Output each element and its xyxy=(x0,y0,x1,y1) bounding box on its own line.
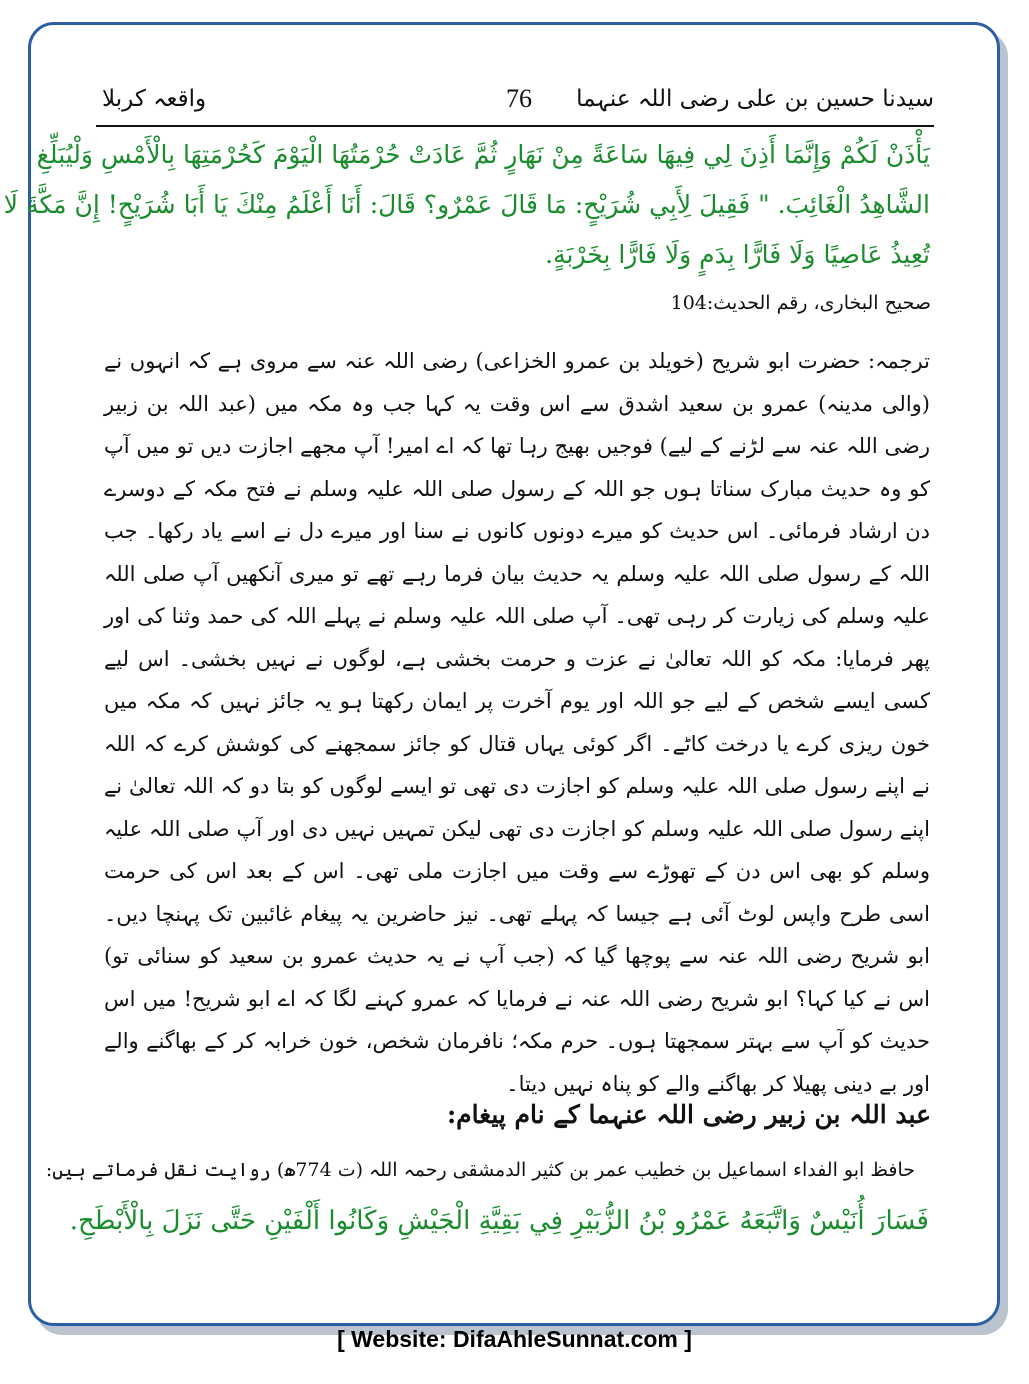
page-header xyxy=(96,82,934,126)
arabic-hadith-line: تُعِيذُ عَاصِيًا وَلَا فَارًّا بِدَمٍ وَلَا فَارًّا بِخَرْبَةٍ. xyxy=(545,240,930,269)
section-heading: عبد اللہ بن زبیر رضی اللہ عنہما کے نام پیغام: xyxy=(446,1100,931,1129)
book-title: واقعہ کربلا xyxy=(102,86,207,112)
page-number: 76 xyxy=(506,84,532,113)
website-footer: [ Website: DifaAhleSunnat.com ] xyxy=(337,1326,692,1352)
arabic-hadith-line: يَأْذَنْ لَكُمْ وَإِنَّمَا أَذِنَ لِي فِيهَا سَاعَةً مِنْ نَهَارٍ ثُمَّ عَادَتْ حُرْمَتُهَا الْيَوْمَ كَحُرْمَتِهَا بِالْأَمْسِ وَلْيُبَلِّغِ xyxy=(36,140,930,169)
header-title: سیدنا حسین بن علی رضی اللہ عنہما xyxy=(576,86,934,112)
section-intro: حافظ ابو الفداء اسماعیل بن خطیب عمر بن کثیر الدمشقی رحمہ اللہ (ت 774ھ) روایت نقل فرماتے ہیں: xyxy=(45,1159,915,1181)
hadith-reference: صحیح البخاری، رقم الحدیث:104 xyxy=(670,292,931,314)
arabic-hadith-line: الشَّاهِدُ الْغَائِبَ. " فَقِيلَ لِأَبِي شُرَيْحٍ: مَا قَالَ عَمْرٌو؟ قَالَ: أَنَا أَعْلَمُ مِنْكَ يَا أَبَا شُرَيْحٍ! إِنَّ مَكَّةَ لَا xyxy=(3,190,930,219)
arabic-quote: فَسَارَ أُنَيْسٌ وَاتَّبَعَهُ عَمْرُو بْنُ الزُّبَيْرِ فِي بَقِيَّةِ الْجَيْشِ وَكَانُوا أَلْفَيْنِ حَتَّى نَزَلَ بِالْأَبْطَحِ. xyxy=(69,1206,929,1236)
urdu-translation: ترجمہ: حضرت ابو شریح (خویلد بن عمرو الخزاعی) رضی اللہ عنہ سے مروی ہے کہ انہوں نے (والی مدینہ) عمرو بن سعید اشدق سے اس وقت یہ کہا جب وہ مکہ میں (عبد اللہ بن زبیر رضی اللہ عنہ سے لڑنے کے لیے) فوجیں بھیج رہا تھا کہ اے امیر! آپ مجھے اجازت دیں تو میں آپ کو وہ حدیث مبارک سناتا ہوں جو اللہ کے رسول صلی اللہ علیہ وسلم نے فتح مکہ کے دوسرے دن ارشاد فرمائی۔ اس حدیث کو میرے دونوں کانوں نے سنا اور میرے دل نے اسے یاد رکھا۔ جب اللہ کے رسول صلی اللہ علیہ وسلم یہ حدیث بیان فرما رہے تھے تو میری آنکھیں آپ صلی اللہ علیہ وسلم کی زیارت کر رہی تھی۔ آپ صلی اللہ علیہ وسلم نے پہلے اللہ کی حمد وثنا کی اور پھر فرمایا: مکہ کو اللہ تعالیٰ نے عزت و حرمت بخشی ہے، لوگوں نے نہیں بخشی۔ اس لیے کسی ایسے شخص کے لیے جو اللہ اور یوم آخرت پر ایمان رکھتا ہو یہ جائز نہیں کہ مکہ میں خون ریزی کرے یا درخت کاٹے۔ اگر کوئی یہاں قتال کو جائز سمجھنے کی کوشش کرے کہ اللہ نے اپنے رسول صلی اللہ علیہ وسلم کو اجازت دی تھی تو ایسے لوگوں کو بتا دو کہ اللہ تعالیٰ نے اپنے رسول صلی اللہ علیہ وسلم کو اجازت دی تھی لیکن تمہیں نہیں دی اور آپ صلی اللہ علیہ وسلم کو بھی اس دن کے تھوڑے سے وقت میں اجازت ملی تھی۔ اس کے بعد اس کی حرمت اسی طرح واپس لوٹ آئی ہے جیسا کہ پہلے تھی۔ نیز حاضرین یہ پیغام غائبین تک پہنچا دیں۔ ابو شریح رضی اللہ عنہ سے پوچھا گیا کہ (جب آپ نے یہ حدیث عمرو بن سعید کو سنائی تو) اس نے کیا کہا؟ ابو شریح رضی اللہ عنہ نے فرمایا کہ عمرو کہنے لگا کہ اے ابو شریح! میں اس حدیث کو آپ سے بہتر سمجھتا ہوں۔ حرم مکہ؛ نافرمان شخص، خون خرابہ کر کے بھاگنے والے اور بے دینی پھیلا کر بھاگنے والے کو پناہ نہیں دیتا۔ xyxy=(104,349,931,1096)
header-rule xyxy=(96,125,934,127)
